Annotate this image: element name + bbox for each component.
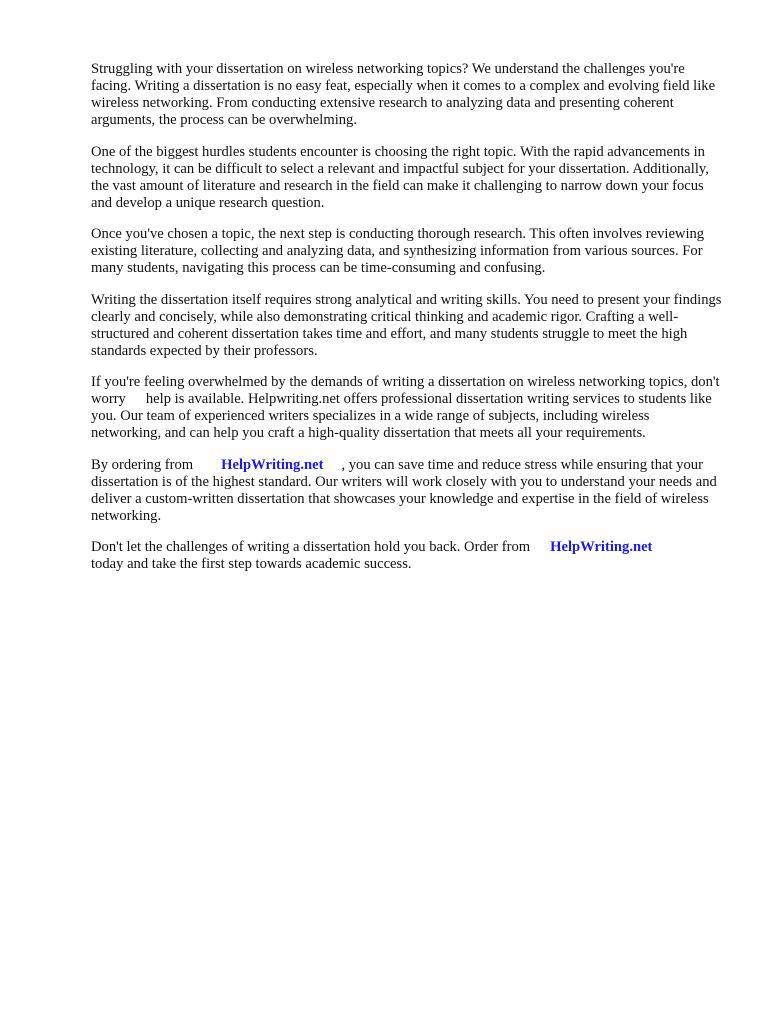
paragraph-help-before: If you're feeling overwhelmed by the demands of writing a dissertation on wireless networking topics, don't worry bbox=[91, 374, 720, 407]
paragraph-ordering bbox=[91, 457, 723, 525]
paragraph-cta bbox=[91, 539, 723, 573]
paragraph-ordering-after: , you can save time and reduce stress while ensuring that your dissertation is of the highest standard. Our writers will work closely with you to understand your needs and deliver a custom-written dissertation that showcases your knowledge and expertise in the field of wireless networking. bbox=[91, 456, 717, 524]
paragraph-help-after: help is available. Helpwriting.net offers professional dissertation writing services to students like you. Our team of experienced writers specializes in a wide range of subjects, including wireless networking, and can help you craft a high-quality dissertation that meets all your requirements. bbox=[91, 391, 712, 441]
paragraph-writing: Writing the dissertation itself requires strong analytical and writing skills. You need to present your findings clearly and concisely, while also demonstrating critical thinking and academic rigor. Crafting a well-structured and coherent dissertation takes time and effort, and many students struggle to meet the high standards expected by their professors. bbox=[91, 291, 722, 359]
paragraph-ordering-before: By ordering from bbox=[91, 456, 194, 473]
paragraph-research: Once you've chosen a topic, the next step is conducting thorough research. This often involves reviewing existing literature, collecting and analyzing data, and synthesizing information from various sources. For many students, navigating this process can be time-consuming and confusing. bbox=[91, 226, 705, 276]
paragraph-intro: Struggling with your dissertation on wireless networking topics? We understand the challenges you're facing. Writing a dissertation is no easy feat, especially when it comes to a complex and evolving field like wireless networking. From conducting extensive research to analyzing data and presenting coherent arguments, the process can be overwhelming. bbox=[91, 61, 716, 128]
paragraph-help bbox=[91, 374, 723, 442]
document-body bbox=[91, 61, 723, 588]
paragraph-topic: One of the biggest hurdles students encounter is choosing the right topic. With the rapid advancements in technology, it can be difficult to select a relevant and impactful subject for your dissertation. Additionally, the vast amount of literature and research in the field can make it challenging to narrow down your focus and develop a unique research question. bbox=[91, 143, 709, 211]
paragraph-cta-after: today and take the first step towards academic success. bbox=[91, 556, 412, 572]
helpwriting-link-cta[interactable]: HelpWriting.net bbox=[550, 539, 653, 555]
helpwriting-link[interactable]: HelpWriting.net bbox=[221, 456, 324, 473]
paragraph-cta-before: Don't let the challenges of writing a dissertation hold you back. Order from bbox=[91, 539, 531, 555]
